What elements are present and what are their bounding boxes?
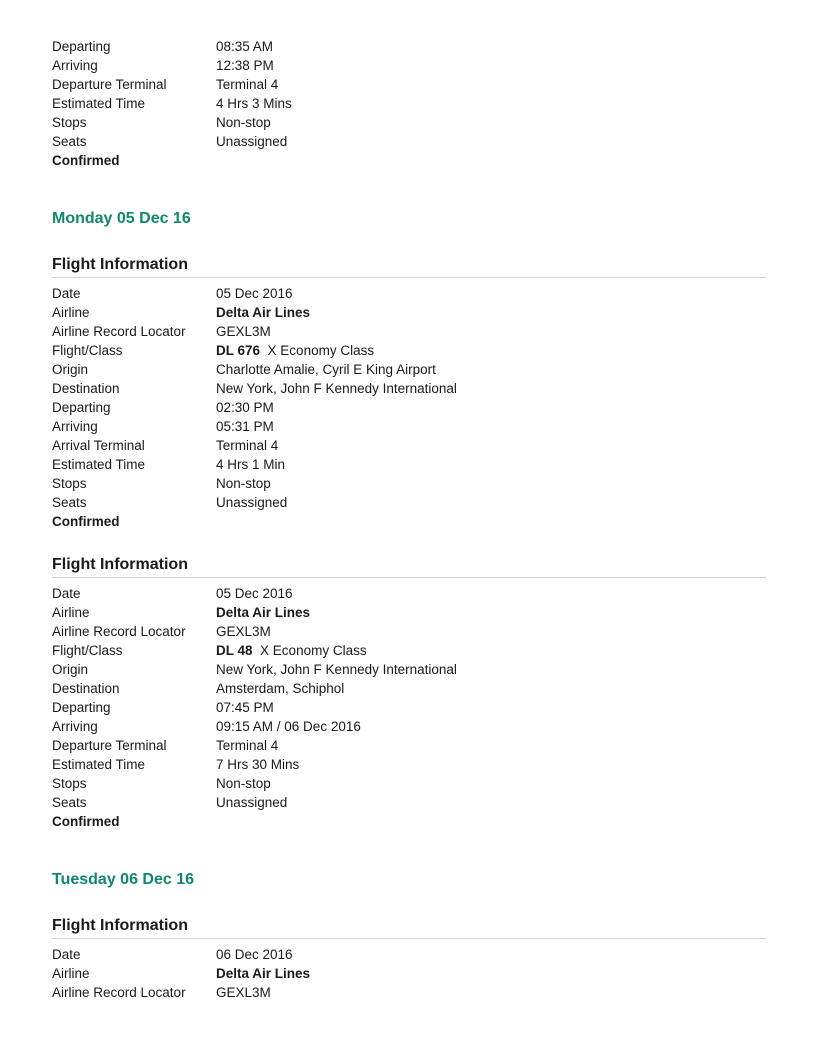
detail-row-seats [52,493,766,512]
row-value: 05 Dec 2016 [216,286,293,301]
row-value: 07:45 PM [216,700,274,715]
detail-row-airline [52,964,766,983]
row-label: Departing [52,700,111,715]
detail-row-airline [52,303,766,322]
row-value: Unassigned [216,795,288,810]
fare-class: X Economy Class [267,343,375,358]
row-label: Airline [52,305,90,320]
detail-row-arriving [52,417,766,436]
row-label: Origin [52,362,89,377]
flight-section [52,915,766,1002]
row-label: Arriving [52,58,98,73]
row-label: Date [52,286,81,301]
row-label: Airline [52,605,90,620]
detail-row-arriving [52,56,766,75]
row-value: 06 Dec 2016 [216,947,293,962]
row-value: Terminal 4 [216,738,279,753]
section-title: Flight Information [52,915,766,939]
detail-row-record-locator [52,622,766,641]
record-locator: GEXL3M [216,324,271,339]
detail-row-flight-class [52,641,766,660]
detail-row-date [52,584,766,603]
booking-status: Confirmed [52,153,120,168]
row-label: Origin [52,662,89,677]
section-title: Flight Information [52,554,766,578]
detail-row-stops [52,774,766,793]
detail-row-origin [52,360,766,379]
detail-row-airline [52,603,766,622]
detail-row-departing [52,37,766,56]
section-title: Flight Information [52,254,766,278]
row-value: New York, John F Kennedy International [216,381,457,396]
row-label: Departure Terminal [52,738,167,753]
detail-row-estimated-time [52,455,766,474]
row-label: Seats [52,134,87,149]
row-label: Departing [52,39,111,54]
row-label: Date [52,947,81,962]
row-label: Estimated Time [52,457,146,472]
row-value: 09:15 AM / 06 Dec 2016 [216,719,361,734]
row-value: Non-stop [216,476,271,491]
flight-number: DL 48 [216,643,253,658]
row-label: Arriving [52,419,98,434]
row-label: Seats [52,795,87,810]
detail-row-terminal [52,75,766,94]
row-label: Departing [52,400,111,415]
fare-class: X Economy Class [260,643,367,658]
row-value: 4 Hrs 3 Mins [216,96,292,111]
row-value: Amsterdam, Schiphol [216,681,345,696]
row-label: Arrival Terminal [52,438,145,453]
detail-row-date [52,945,766,964]
booking-status: Confirmed [52,814,120,829]
row-value: 7 Hrs 30 Mins [216,757,300,772]
detail-row-flight-class [52,341,766,360]
detail-row-record-locator [52,322,766,341]
row-value: New York, John F Kennedy International [216,662,457,677]
row-value: 05:31 PM [216,419,274,434]
row-value: Non-stop [216,776,271,791]
detail-row-destination [52,379,766,398]
detail-row-terminal [52,736,766,755]
row-label: Airline Record Locator [52,624,186,639]
row-label: Destination [52,681,120,696]
detail-row-terminal [52,436,766,455]
record-locator: GEXL3M [216,624,271,639]
row-label: Stops [52,776,87,791]
row-label: Airline Record Locator [52,985,186,1000]
detail-row-departing [52,398,766,417]
day-heading: Monday 05 Dec 16 [52,210,191,227]
row-value: Charlotte Amalie, Cyril E King Airport [216,362,436,377]
row-value: Non-stop [216,115,271,130]
flight-section [52,254,766,531]
detail-row-record-locator [52,983,766,1002]
detail-row-stops [52,113,766,132]
row-label: Stops [52,115,87,130]
top-segment [52,37,766,170]
airline-name: Delta Air Lines [216,605,311,620]
detail-row-destination [52,679,766,698]
record-locator: GEXL3M [216,985,271,1000]
airline-name: Delta Air Lines [216,966,311,981]
row-label: Airline Record Locator [52,324,186,339]
row-value: 4 Hrs 1 Min [216,457,286,472]
detail-row-estimated-time [52,755,766,774]
row-label: Stops [52,476,87,491]
row-label: Seats [52,495,87,510]
row-label: Date [52,586,81,601]
row-value: Unassigned [216,495,288,510]
row-label: Flight/Class [52,343,123,358]
row-value: 05 Dec 2016 [216,586,293,601]
row-label: Estimated Time [52,96,146,111]
booking-status: Confirmed [52,514,120,529]
detail-row-seats [52,793,766,812]
itinerary-page [52,37,766,1002]
row-value: Terminal 4 [216,77,279,92]
row-value: 08:35 AM [216,39,274,54]
row-value: Unassigned [216,134,288,149]
row-label: Destination [52,381,120,396]
row-label: Airline [52,966,90,981]
detail-row-estimated-time [52,94,766,113]
detail-row-date [52,284,766,303]
row-value: Terminal 4 [216,438,279,453]
detail-row-arriving [52,717,766,736]
detail-row-origin [52,660,766,679]
detail-row-departing [52,698,766,717]
row-value: 02:30 PM [216,400,274,415]
flight-number: DL 676 [216,343,261,358]
row-value: 12:38 PM [216,58,274,73]
row-label: Estimated Time [52,757,146,772]
detail-row-seats [52,132,766,151]
airline-name: Delta Air Lines [216,305,311,320]
detail-row-stops [52,474,766,493]
row-label: Departure Terminal [52,77,167,92]
row-label: Flight/Class [52,643,123,658]
flight-section [52,554,766,831]
row-label: Arriving [52,719,98,734]
day-heading: Tuesday 06 Dec 16 [52,871,195,888]
